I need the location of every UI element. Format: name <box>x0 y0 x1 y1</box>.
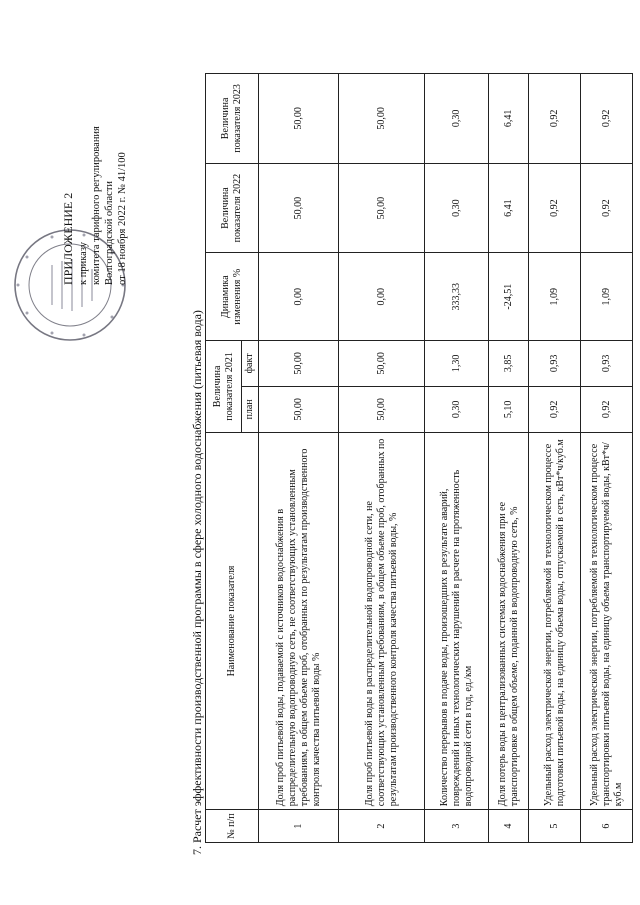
efficiency-table <box>205 73 633 843</box>
cell-2023: 0,92 <box>581 74 633 164</box>
header-plan: план <box>242 386 259 432</box>
cell-plan: 50,00 <box>339 386 425 432</box>
cell-num: 3 <box>425 810 489 843</box>
header-2023: Величина показателя 2023 <box>206 74 259 164</box>
header-2021: Величина показателя 2021 <box>206 340 242 432</box>
cell-num: 4 <box>489 810 529 843</box>
header-num: № п/п <box>206 810 259 843</box>
appendix-title: ПРИЛОЖЕНИЕ 2 <box>61 192 75 285</box>
cell-plan: 0,92 <box>529 386 581 432</box>
cell-fact: 1,30 <box>425 340 489 386</box>
cell-plan: 0,92 <box>581 386 633 432</box>
document-header <box>62 15 129 285</box>
cell-num: 1 <box>259 810 339 843</box>
cell-2023: 0,30 <box>425 74 489 164</box>
cell-2022: 50,00 <box>259 163 339 253</box>
header-dynamics: Динамика изменения % <box>206 253 259 341</box>
section-title: 7. Расчет эффективности производственной программы в сфере холодного водоснабжения (питьевая вода) <box>190 310 204 855</box>
cell-num: 6 <box>581 810 633 843</box>
table-row <box>259 74 339 843</box>
cell-dynamics: 0,00 <box>339 253 425 341</box>
cell-fact: 50,00 <box>339 340 425 386</box>
table-row <box>339 74 425 843</box>
cell-dynamics: 1,09 <box>529 253 581 341</box>
header-name: Наименование показателя <box>206 432 259 809</box>
cell-name: Удельный расход электрической энергии, потребляемой в технологическом процессе подготовки питьевой воды, на единицу объема воды, отпускаемой в сеть, кВт*ч/куб.м <box>529 432 581 809</box>
cell-plan: 5,10 <box>489 386 529 432</box>
cell-name: Доля проб питьевой воды, подаваемой с источников водоснабжения в распределительную водопроводную сеть, не соответствующих установленным требованиям, в общем объеме проб, отобранных по результатам производственного контроля качества питьевой воды % <box>259 432 339 809</box>
cell-dynamics: 0,00 <box>259 253 339 341</box>
cell-name: Удельный расход электрической энергии, потребляемой в технологическом процессе транспортировки питьевой воды, на единицу объема транспортируемой воды, кВт*ч/куб.м <box>581 432 633 809</box>
cell-2022: 0,92 <box>581 163 633 253</box>
cell-dynamics: 333,33 <box>425 253 489 341</box>
cell-num: 2 <box>339 810 425 843</box>
cell-name: Количество перерывов в подаче воды, произошедших в результате аварий, повреждений и иных технологических нарушений в расчете на протяженность водопроводной сети в год, ед./км <box>425 432 489 809</box>
cell-2022: 6,41 <box>489 163 529 253</box>
cell-dynamics: 1,09 <box>581 253 633 341</box>
header-fact: факт <box>242 340 259 386</box>
header-line-2: комитета тарифного регулирования <box>91 126 102 285</box>
cell-plan: 50,00 <box>259 386 339 432</box>
cell-num: 5 <box>529 810 581 843</box>
cell-2022: 0,92 <box>529 163 581 253</box>
cell-name: Доля проб питьевой воды в распределительной водопроводной сети, не соответствующих установленным требованиям, в общем объеме проб, отобранных по результатам производственного контроля качества питьевой воды, % <box>339 432 425 809</box>
cell-fact: 50,00 <box>259 340 339 386</box>
cell-plan: 0,30 <box>425 386 489 432</box>
cell-name: Доля потерь воды в централизованных системах водоснабжения при ее транспортировке в общем объеме, поданной в водопроводную сеть, % <box>489 432 529 809</box>
cell-fact: 0,93 <box>529 340 581 386</box>
cell-2022: 0,30 <box>425 163 489 253</box>
header-line-1: к приказу <box>78 242 89 285</box>
cell-2022: 50,00 <box>339 163 425 253</box>
table-row <box>581 74 633 843</box>
cell-fact: 3,85 <box>489 340 529 386</box>
cell-2023: 50,00 <box>259 74 339 164</box>
cell-2023: 0,92 <box>529 74 581 164</box>
cell-dynamics: -24,51 <box>489 253 529 341</box>
table-row <box>529 74 581 843</box>
table-row <box>489 74 529 843</box>
cell-2023: 50,00 <box>339 74 425 164</box>
cell-2023: 6,41 <box>489 74 529 164</box>
header-2022: Величина показателя 2022 <box>206 163 259 253</box>
header-line-3: Волгоградской области <box>104 180 115 285</box>
header-line-4: от 18 ноября 2022 г. № 41/100 <box>117 152 128 285</box>
table-row <box>425 74 489 843</box>
cell-fact: 0,93 <box>581 340 633 386</box>
